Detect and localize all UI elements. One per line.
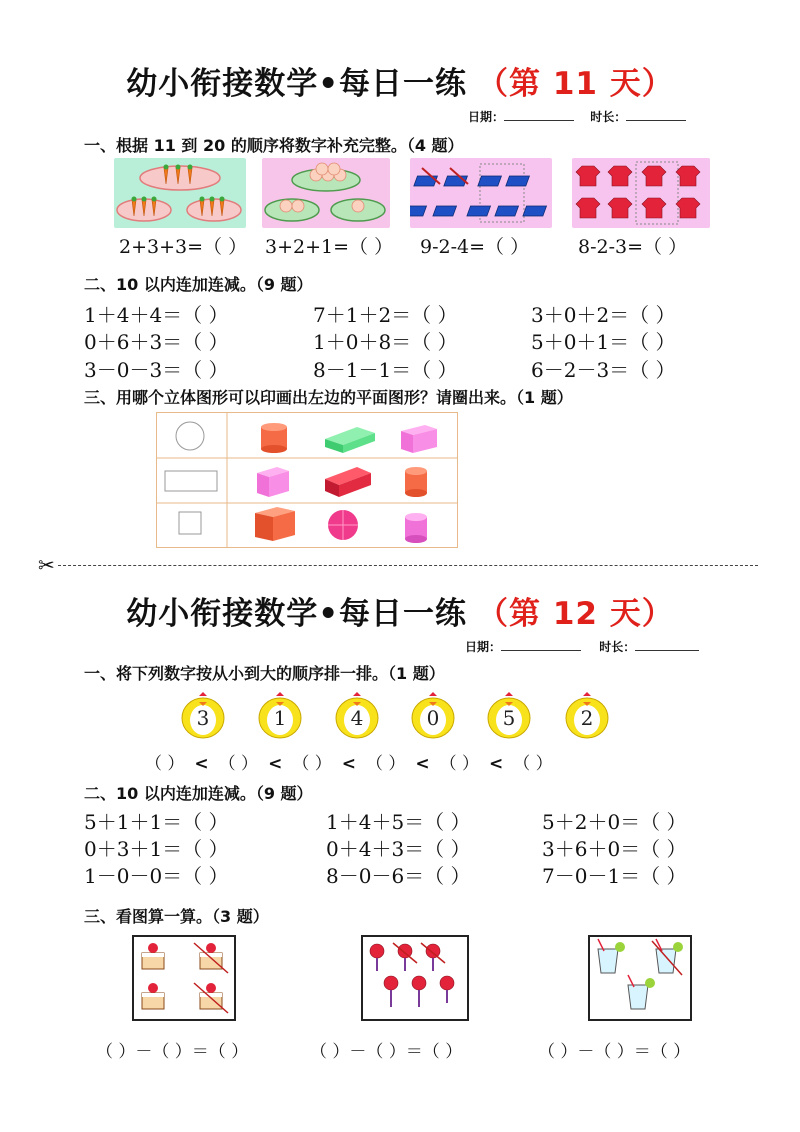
answer-slot[interactable]: （ ） xyxy=(513,754,553,774)
date-label: 日期： xyxy=(465,640,502,654)
equation-r2c1: 0＋3＋1＝（ ） xyxy=(84,837,229,861)
time-field[interactable] xyxy=(635,650,699,651)
scissors-icon: ✂ xyxy=(38,553,55,577)
equation-r3c1: 1－0－0＝（ ） xyxy=(84,864,229,888)
lollipops-image xyxy=(363,937,467,1019)
cube-orange xyxy=(255,507,295,541)
cube-pink xyxy=(257,467,289,497)
equation-r2c2: 0＋4＋3＝（ ） xyxy=(326,837,471,861)
page-title-day11 xyxy=(0,58,800,103)
time-field[interactable] xyxy=(626,120,686,121)
equation-r2c2: 1＋0＋8＝（ ） xyxy=(313,330,458,354)
square-outline xyxy=(179,512,201,534)
equation-r3c2: 8－1－1＝（ ） xyxy=(313,358,458,382)
sphere-pink xyxy=(328,510,358,540)
section-heading-3: 三、看图算一算。（3 题） xyxy=(84,907,269,926)
answer-slot[interactable]: （ ） xyxy=(292,754,332,774)
equation-r1c3: 5＋2＋0＝（ ） xyxy=(542,810,687,834)
peaches-picture xyxy=(262,158,390,228)
cylinder-pink xyxy=(405,513,427,543)
cuboid-pink xyxy=(401,425,437,453)
section-heading-2: 二、10 以内连加连减。（9 题） xyxy=(84,784,313,803)
section-heading-1: 一、将下列数字按从小到大的顺序排一排。（1 题） xyxy=(84,664,445,683)
date-field[interactable] xyxy=(501,650,581,651)
cylinder-orange-small xyxy=(405,467,427,497)
chick-number-4 xyxy=(411,692,455,744)
equation-r1c3: 3＋0＋2＝（ ） xyxy=(531,303,676,327)
equation-r1c1: 1＋4＋4＝（ ） xyxy=(84,303,229,327)
equation-r2c1: 0＋6＋3＝（ ） xyxy=(84,330,229,354)
answer-slot[interactable]: （ ） xyxy=(145,754,185,774)
section-heading-3: 三、用哪个立体图形可以印画出左边的平面图形？请圈出来。（1 题） xyxy=(84,388,573,407)
books-picture xyxy=(410,158,552,228)
circle-outline xyxy=(176,422,204,450)
picture-equation-4: 8-2-3=（ ） xyxy=(578,236,688,258)
cuboid-green xyxy=(325,427,375,453)
drinks-box xyxy=(588,935,692,1021)
equation-r2c3: 3＋6＋0＝（ ） xyxy=(542,837,687,861)
title-text: 幼小衔接数学•每日一练 xyxy=(126,66,468,102)
time-label: 时长： xyxy=(599,640,636,654)
date-label: 日期： xyxy=(468,110,505,124)
page-title-day12 xyxy=(0,588,800,633)
shape-table-grid xyxy=(157,413,457,547)
chick-number-5 xyxy=(487,692,531,744)
section-heading-1: 一、根据 11 到 20 的顺序将数字补充完整。（4 题） xyxy=(84,136,464,155)
equation-r3c1: 3－0－3＝（ ） xyxy=(84,358,229,382)
cake-icon xyxy=(142,943,164,969)
date-time-row xyxy=(468,108,686,125)
date-time-row xyxy=(465,638,699,655)
answer-slot[interactable]: （ ） xyxy=(218,754,259,774)
chick-number: 3 xyxy=(196,706,210,730)
chick-number: 2 xyxy=(580,706,594,730)
less-than-sign: < xyxy=(489,754,504,774)
equation-r1c2: 7＋1＋2＝（ ） xyxy=(313,303,458,327)
picture-equation-2: 3+2+1=（ ） xyxy=(265,236,394,258)
carrot-plates-image xyxy=(114,158,246,228)
shape-matching-table xyxy=(156,412,458,548)
answer-slot[interactable]: （ ） xyxy=(439,754,480,774)
date-field[interactable] xyxy=(504,120,574,121)
chick-number-1 xyxy=(181,692,225,744)
section-heading-2: 二、10 以内连加连减。（9 题） xyxy=(84,275,313,294)
less-than-sign: < xyxy=(194,754,209,774)
dresses-image xyxy=(572,158,710,228)
title-text: 幼小衔接数学•每日一练 xyxy=(126,596,468,632)
equation-r1c2: 1＋4＋5＝（ ） xyxy=(326,810,471,834)
day-label: （第 11 天） xyxy=(477,66,674,102)
cakes-image xyxy=(134,937,234,1019)
lollipops-box xyxy=(361,935,469,1021)
equation-r3c3: 7－0－1＝（ ） xyxy=(542,864,687,888)
formula-1[interactable]: （ ）－（ ）＝（ ） xyxy=(96,1042,249,1062)
chick-number: 4 xyxy=(350,706,364,730)
equation-r2c3: 5＋0＋1＝（ ） xyxy=(531,330,676,354)
picture-equation-1: 2+3+3=（ ） xyxy=(119,236,248,258)
cylinder-orange xyxy=(261,423,287,453)
less-than-sign: < xyxy=(415,754,430,774)
equation-r3c2: 8－0－6＝（ ） xyxy=(326,864,471,888)
peach-plates-image xyxy=(262,158,390,228)
chick-number-6 xyxy=(565,692,609,744)
chick-number: 1 xyxy=(273,706,287,730)
formula-2[interactable]: （ ）－（ ）＝（ ） xyxy=(310,1042,463,1062)
rectangle-outline xyxy=(165,471,217,491)
chick-number: 0 xyxy=(426,706,440,730)
less-than-sign: < xyxy=(268,754,283,774)
cake-icon xyxy=(142,983,164,1009)
chick-number-2 xyxy=(258,692,302,744)
chick-number: 5 xyxy=(502,706,516,730)
answer-slot[interactable]: （ ） xyxy=(365,754,406,774)
formula-3[interactable]: （ ）－（ ）＝（ ） xyxy=(538,1042,691,1062)
day-label: （第 12 天） xyxy=(477,596,674,632)
chick-number-3 xyxy=(335,692,379,744)
less-than-sign: < xyxy=(341,754,356,774)
cuboid-red xyxy=(325,467,371,497)
equation-r1c1: 5＋1＋1＝（ ） xyxy=(84,810,229,834)
picture-equation-3: 9-2-4=（ ） xyxy=(420,236,530,258)
books-image xyxy=(410,158,552,228)
drinks-image xyxy=(590,937,690,1019)
cakes-box xyxy=(132,935,236,1021)
time-label: 时长： xyxy=(590,110,627,124)
dresses-picture xyxy=(572,158,710,228)
carrots-picture xyxy=(114,158,246,228)
equation-r3c3: 6－2－3＝（ ） xyxy=(531,358,676,382)
ordering-row xyxy=(145,749,553,774)
cut-line xyxy=(58,565,758,566)
